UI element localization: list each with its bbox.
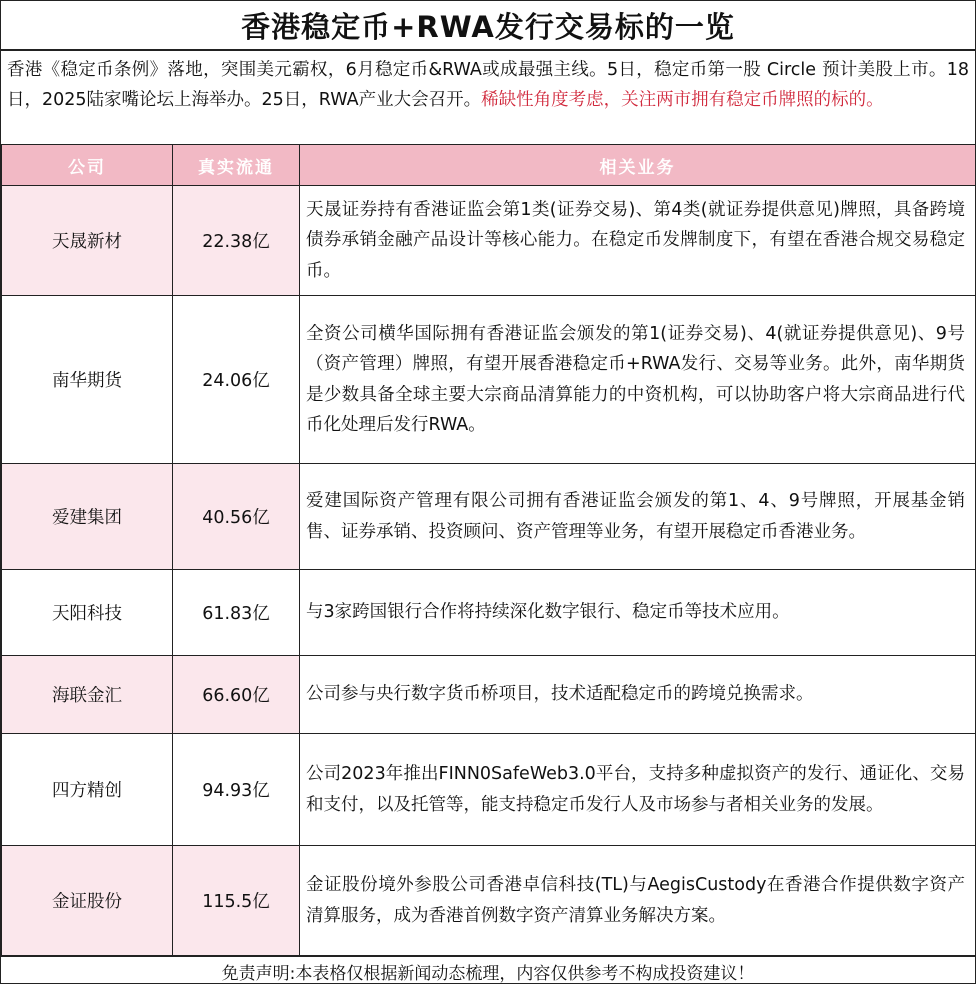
company-name: 天阳科技 (2, 570, 173, 656)
header-float: 真实流通 (173, 145, 300, 186)
company-name: 四方精创 (2, 734, 173, 846)
business-desc: 金证股份境外参股公司香港卓信科技(TL)与AegisCustody在香港合作提供数字资产清算服务，成为香港首例数字资产清算业务解决方案。 (300, 846, 976, 956)
table-row (2, 734, 976, 846)
header-business: 相关业务 (300, 145, 976, 186)
business-desc: 天晟证券持有香港证监会第1类(证券交易)、第4类(就证券提供意见)牌照，具备跨境债券承销金融产品设计等核心能力。在稳定币发牌制度下，有望在香港合规交易稳定币。 (300, 186, 976, 296)
business-desc: 全资公司横华国际拥有香港证监会颁发的第1(证券交易)、4(就证券提供意见)、9号（资产管理）牌照，有望开展香港稳定币+RWA发行、交易等业务。此外，南华期货是少数具备全球主要大宗商品清算能力的中资机构，可以协助客户将大宗商品进行代币化处理后发行RWA。 (300, 296, 976, 464)
company-name: 天晟新材 (2, 186, 173, 296)
intro-text: 香港《稳定币条例》落地，突围美元霸权，6月稳定币&RWA或成最强主线。5日，稳定币第一股 Circle 预计美股上市。18日，2025陆家嘴论坛上海举办。25日，RWA产业大会召开。 (7, 60, 969, 110)
company-name: 金证股份 (2, 846, 173, 956)
intro-paragraph (7, 55, 969, 145)
table-row (2, 296, 976, 464)
table-row (2, 846, 976, 956)
float-value: 40.56亿 (173, 464, 300, 570)
intro-highlight: 稀缺性角度考虑，关注两市拥有稳定币牌照的标的。 (481, 90, 884, 110)
table-row (2, 656, 976, 734)
business-desc: 与3家跨国银行合作将持续深化数字银行、稳定币等技术应用。 (300, 570, 976, 656)
float-value: 22.38亿 (173, 186, 300, 296)
table-row (2, 186, 976, 296)
disclaimer: 免责声明:本表格仅根据新闻动态梳理，内容仅供参考不构成投资建议！ (1, 956, 975, 986)
header-company: 公司 (2, 145, 173, 186)
table-row (2, 464, 976, 570)
business-desc: 爱建国际资产管理有限公司拥有香港证监会颁发的第1、4、9号牌照，开展基金销售、证券承销、投资顾问、资产管理等业务，有望开展稳定币香港业务。 (300, 464, 976, 570)
table-header-row (2, 145, 976, 186)
stock-table (1, 144, 976, 956)
float-value: 94.93亿 (173, 734, 300, 846)
float-value: 66.60亿 (173, 656, 300, 734)
business-desc: 公司2023年推出FINN0SafeWeb3.0平台，支持多种虚拟资产的发行、通证化、交易和支付，以及托管等，能支持稳定币发行人及市场参与者相关业务的发展。 (300, 734, 976, 846)
page-title: 香港稳定币+RWA发行交易标的一览 (1, 1, 975, 51)
company-name: 爱建集团 (2, 464, 173, 570)
company-name: 海联金汇 (2, 656, 173, 734)
table-row (2, 570, 976, 656)
business-desc: 公司参与央行数字货币桥项目，技术适配稳定币的跨境兑换需求。 (300, 656, 976, 734)
company-name: 南华期货 (2, 296, 173, 464)
float-value: 24.06亿 (173, 296, 300, 464)
float-value: 115.5亿 (173, 846, 300, 956)
float-value: 61.83亿 (173, 570, 300, 656)
